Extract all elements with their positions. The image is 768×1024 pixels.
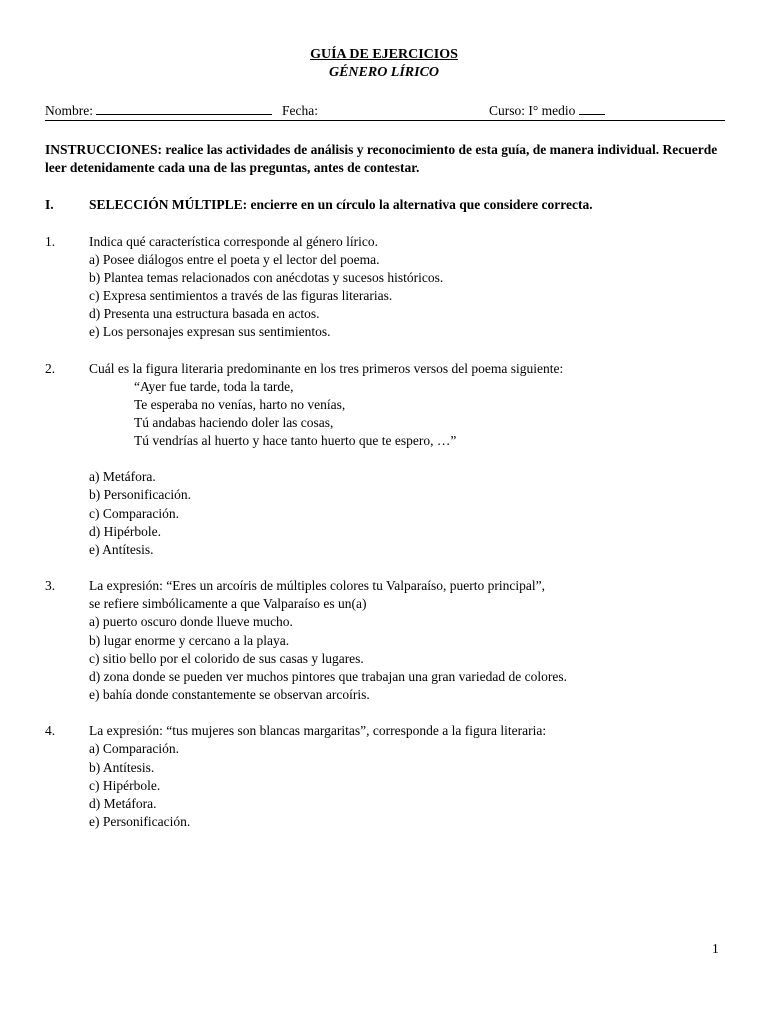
name-field[interactable] [45, 102, 272, 120]
course-label: Curso: [489, 103, 526, 118]
date-label: Fecha: [282, 103, 318, 118]
section-title: SELECCIÓN MÚLTIPLE: encierre en un círculo la alternativa que considere correcta. [89, 197, 593, 212]
question-3-text: La expresión: “Eres un arcoíris de múltiples colores tu Valparaíso, puerto principal”, [89, 578, 545, 593]
course-field[interactable] [489, 102, 605, 120]
document-title: GUÍA DE EJERCICIOS [310, 47, 458, 62]
question-3-option-e[interactable]: e) bahía donde constantemente se observan arcoíris. [89, 687, 370, 702]
course-blank[interactable] [579, 102, 605, 115]
poem-verse-4: Tú vendrías al huerto y hace tanto huerto que te espero, …” [134, 433, 457, 448]
name-label: Nombre: [45, 103, 93, 118]
question-3-option-a[interactable]: a) puerto oscuro donde llueve mucho. [89, 614, 293, 629]
question-4-number: 4. [45, 723, 56, 738]
question-4-text: La expresión: “tus mujeres son blancas margaritas”, corresponde a la figura literaria: [89, 723, 547, 738]
question-4-option-b[interactable]: b) Antítesis. [89, 760, 155, 775]
question-3-option-b[interactable]: b) lugar enorme y cercano a la playa. [89, 633, 290, 648]
name-blank[interactable] [96, 102, 272, 115]
question-2-option-b[interactable]: b) Personificación. [89, 487, 191, 502]
question-4-option-c[interactable]: c) Hipérbole. [89, 778, 161, 793]
question-4-option-e[interactable]: e) Personificación. [89, 814, 191, 829]
question-4-option-a[interactable]: a) Comparación. [89, 741, 179, 756]
page-number: 1 [712, 941, 719, 956]
poem-verse-2: Te esperaba no venías, harto no venías, [134, 397, 346, 412]
question-3-option-d[interactable]: d) zona donde se pueden ver muchos pintores que trabajan una gran variedad de colores. [89, 669, 567, 684]
question-1-option-b[interactable]: b) Plantea temas relacionados con anécdotas y sucesos históricos. [89, 270, 444, 285]
question-2-option-d[interactable]: d) Hipérbole. [89, 524, 161, 539]
instructions-text: INSTRUCCIONES: realice las actividades de análisis y reconocimiento de esta guía, de manera individual. Recuerde leer detenidamente cada una de las preguntas, antes de contestar. [45, 142, 718, 175]
question-2-number: 2. [45, 361, 56, 376]
question-2-option-e[interactable]: e) Antítesis. [89, 542, 154, 557]
poem-verse-1: “Ayer fue tarde, toda la tarde, [134, 379, 294, 394]
question-2-text: Cuál es la figura literaria predominante en los tres primeros versos del poema siguiente: [89, 361, 564, 376]
course-value: I° medio [528, 103, 576, 118]
question-4-option-d[interactable]: d) Metáfora. [89, 796, 157, 811]
question-2-option-a[interactable]: a) Metáfora. [89, 469, 156, 484]
question-1-option-c[interactable]: c) Expresa sentimientos a través de las figuras literarias. [89, 288, 393, 303]
question-3-option-c[interactable]: c) sitio bello por el colorido de sus casas y lugares. [89, 651, 364, 666]
question-3-number: 3. [45, 578, 56, 593]
question-1-text: Indica qué característica corresponde al género lírico. [89, 234, 378, 249]
question-3-text-continued: se refiere simbólicamente a que Valparaíso es un(a) [89, 596, 367, 611]
poem-verse-3: Tú andabas haciendo doler las cosas, [134, 415, 334, 430]
question-1-number: 1. [45, 234, 56, 249]
question-1-option-e[interactable]: e) Los personajes expresan sus sentimientos. [89, 324, 331, 339]
question-2-option-c[interactable]: c) Comparación. [89, 506, 179, 521]
question-1-option-a[interactable]: a) Posee diálogos entre el poeta y el lector del poema. [89, 252, 380, 267]
header-divider [45, 120, 725, 121]
section-number: I. [45, 197, 54, 212]
document-subtitle: GÉNERO LÍRICO [328, 65, 440, 80]
question-1-option-d[interactable]: d) Presenta una estructura basada en actos. [89, 306, 320, 321]
